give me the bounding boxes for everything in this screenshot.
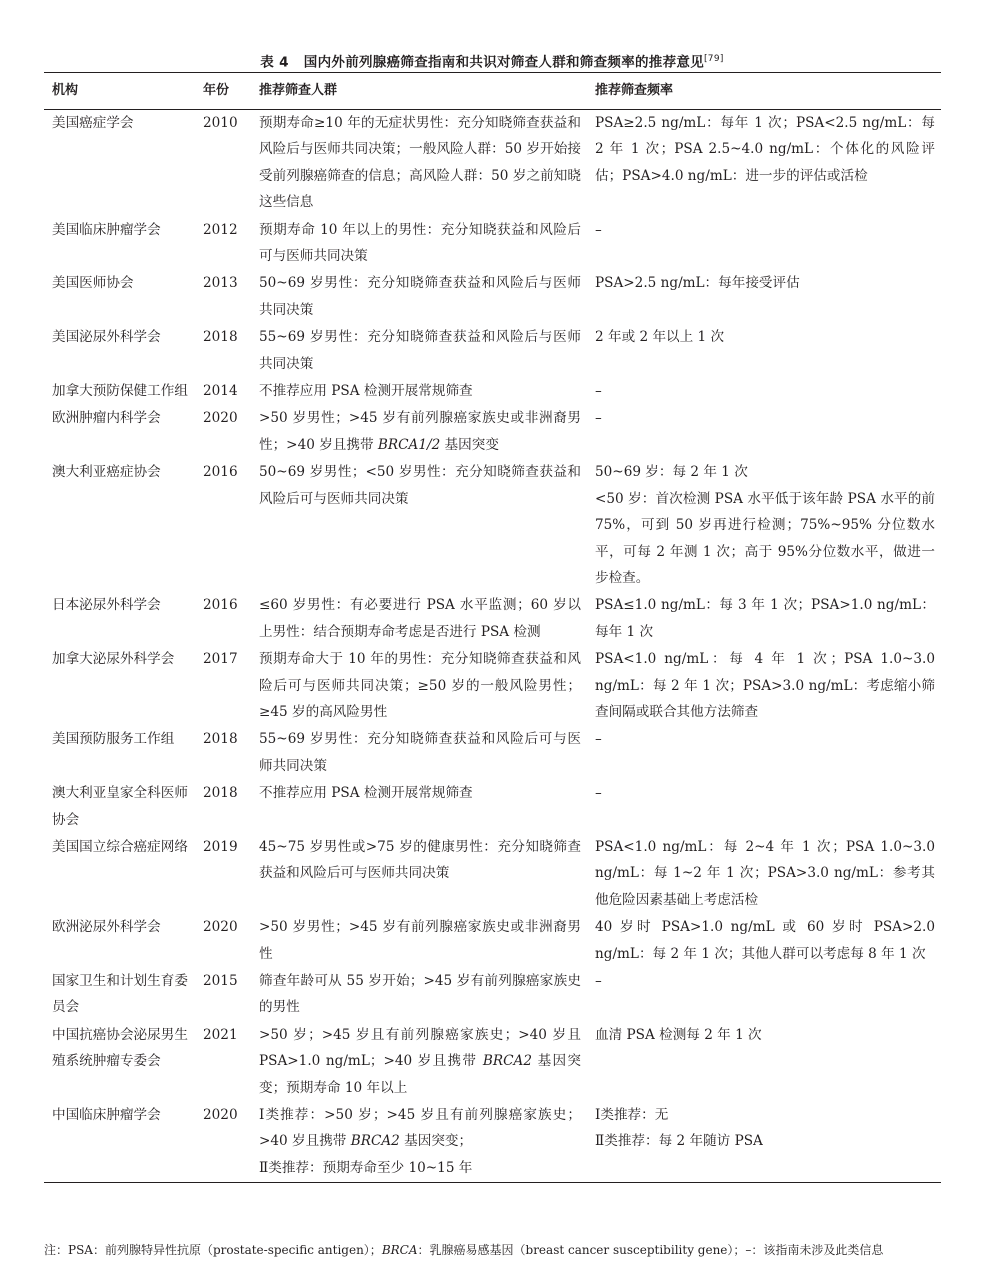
table-row [44,726,941,780]
population-cell: 不推荐应用 PSA 检测开展常规筛查 [259,785,473,802]
footnote-text: ：乳腺癌易感基因（breast cancer susceptibility gene）；–：该指南未涉及此类信息 [417,1243,884,1257]
population-text: 基因突变； [399,1133,473,1150]
population-cell [251,1102,587,1183]
year-cell: 2014 [203,383,238,400]
reference-marker: [79] [704,54,724,64]
org-cell: 加拿大预防保健工作组 [52,383,188,400]
org-cell: 美国国立综合癌症网络 [52,838,188,855]
year-cell: 2019 [203,838,238,855]
table-row [44,459,941,592]
year-cell: 2018 [203,785,238,802]
table-row [44,405,941,459]
population-text: 基因突变 [440,436,499,453]
frequency-cell [587,1102,941,1183]
org-cell: 欧洲肿瘤内科学会 [52,410,161,427]
population-text: Ⅰ类推荐：>50 岁；>45 岁且有前列腺癌家族史；>40 岁且携带 [259,1107,581,1150]
population-cell: >50 岁男性；>45 岁有前列腺癌家族史或非洲裔男性 [259,919,581,962]
frequency-cell: – [595,410,602,427]
population-cell [251,1022,587,1102]
year-cell: 2017 [203,651,238,668]
org-cell: 澳大利亚癌症协会 [52,464,161,481]
header-year: 年份 [203,82,230,98]
population-cell: 45~75 岁男性或>75 岁的健康男性：充分知晓筛查获益和风险后可与医师共同决策 [259,838,581,882]
table-row [44,592,941,646]
frequency-cell [587,459,941,592]
year-cell: 2020 [203,919,238,936]
frequency-cell: 血清 PSA 检测每 2 年 1 次 [595,1026,762,1043]
frequency-cell: – [595,731,602,748]
frequency-cell: PSA>2.5 ng/mL：每年接受评估 [595,275,800,292]
table-footnote [44,1240,941,1260]
header-population: 推荐筛查人群 [259,82,338,98]
population-line: Ⅱ类推荐：预期寿命至少 10~15 年 [259,1159,473,1176]
org-cell: 日本泌尿外科学会 [52,597,161,614]
population-cell: ≤60 岁男性：有必要进行 PSA 水平监测；60 岁以上男性：结合预期寿命考虑是否进行 PSA 检测 [259,597,581,640]
org-cell: 美国预防服务工作组 [52,731,175,748]
population-text: >50 岁；>45 岁且有前列腺癌家族史；>40 岁且 PSA>1.0 ng/mL；>40 岁且携带 [259,1026,581,1070]
org-cell: 加拿大泌尿外科学会 [52,651,175,668]
frequency-cell: – [595,221,602,238]
org-cell: 国家卫生和计划生育委员会 [52,973,188,1016]
table-caption [0,50,984,72]
population-cell: 55~69 岁男性：充分知晓筛查获益和风险后与医师共同决策 [259,329,581,372]
population-cell: 预期寿命 10 年以上的男性：充分知晓获益和风险后可与医师共同决策 [259,221,581,265]
footnote-abbr: BRCA [381,1243,418,1257]
population-line [259,1102,581,1155]
frequency-cell: PSA<1.0 ng/mL：每 2~4 年 1 次；PSA 1.0~3.0 ng/mL：每 1~2 年 1 次；PSA>3.0 ng/mL：参考其他危险因素基础上考虑活检 [595,838,935,908]
table-row [44,1102,941,1183]
table-row [44,324,941,378]
header-org: 机构 [52,82,79,98]
frequency-line: Ⅱ类推荐：每 2 年随访 PSA [595,1133,763,1150]
table-label: 表 4 [260,54,289,71]
table-row [44,378,941,405]
table-row [44,217,941,271]
year-cell: 2018 [203,731,238,748]
table-row [44,834,941,914]
frequency-cell: PSA<1.0 ng/mL：每 4 年 1 次；PSA 1.0~3.0 ng/mL：每 2 年 1 次；PSA>3.0 ng/mL：考虑缩小筛查间隔或联合其他方法筛查 [595,651,935,720]
frequency-cell: PSA≤1.0 ng/mL：每 3 年 1 次；PSA>1.0 ng/mL：每年 1 次 [595,597,935,640]
org-cell: 美国医师协会 [52,275,134,292]
footnote-text: 注：PSA：前列腺特异性抗原（prostate-specific antigen）； [44,1243,382,1257]
frequency-line: Ⅰ类推荐：无 [595,1107,669,1124]
population-cell: 筛查年龄可从 55 岁开始；>45 岁有前列腺癌家族史的男性 [259,973,581,1016]
org-cell: 中国抗癌协会泌尿男生殖系统肿瘤专委会 [52,1026,188,1070]
org-cell: 欧洲泌尿外科学会 [52,919,161,936]
table-row [44,914,941,968]
table-title: 国内外前列腺癌筛查指南和共识对筛查人群和筛查频率的推荐意见 [303,54,704,71]
year-cell: 2021 [203,1026,238,1043]
frequency-cell: 40 岁时 PSA>1.0 ng/mL 或 60 岁时 PSA>2.0 ng/mL：每 2 年 1 次；其他人群可以考虑每 8 年 1 次 [595,919,935,962]
population-text: 基因突变；预期寿命 10 年以上 [259,1053,581,1096]
org-cell: 中国临床肿瘤学会 [52,1107,161,1124]
gene-name: BRCA2 [350,1133,400,1150]
population-cell: 预期寿命≥10 年的无症状男性：充分知晓筛查获益和风险后与医师共同决策；一般风险人群：50 岁开始接受前列腺癌筛查的信息；高风险人群：50 岁之前知晓这些信息 [259,115,581,211]
year-cell: 2016 [203,597,238,614]
frequency-cell: – [595,785,602,802]
year-cell: 2018 [203,329,238,346]
frequency-cell: PSA≥2.5 ng/mL：每年 1 次；PSA<2.5 ng/mL：每 2 年 1 次；PSA 2.5~4.0 ng/mL：个体化的风险评估；PSA>4.0 ng/mL：进一步的评估或活检 [595,115,935,184]
header-frequency: 推荐筛查频率 [595,82,674,98]
table-row [44,270,941,324]
year-cell: 2020 [203,410,238,427]
guidelines-table [44,72,941,1183]
org-cell: 澳大利亚皇家全科医师协会 [52,785,188,828]
frequency-cell: – [595,383,602,400]
frequency-cell: 2 年或 2 年以上 1 次 [595,329,725,346]
org-cell: 美国癌症学会 [52,115,134,131]
org-cell: 美国临床肿瘤学会 [52,221,161,238]
year-cell: 2020 [203,1107,238,1124]
year-cell: 2012 [203,221,238,238]
frequency-line: <50 岁：首次检测 PSA 水平低于该年龄 PSA 水平的前 75%，可到 50 岁再进行检测；75%~95% 分位数水平，可每 2 年测 1 次；高于 95%分位数水平，做进一步检查。 [595,490,935,586]
year-cell: 2010 [203,115,238,131]
gene-name: BRCA2 [482,1053,533,1070]
year-cell: 2015 [203,973,238,989]
header-row [44,73,941,110]
population-text: >50 岁男性；>45 岁有前列腺癌家族史或非洲裔男性；>40 岁且携带 [259,410,581,453]
table-row [44,780,941,834]
population-cell: 50~69 岁男性：充分知晓筛查获益和风险后与医师共同决策 [259,275,581,318]
frequency-cell: – [595,973,602,989]
population-cell [251,405,587,459]
frequency-line: 50~69 岁：每 2 年 1 次 [595,464,748,481]
table-row [44,1022,941,1102]
population-cell: 50~69 岁男性；<50 岁男性：充分知晓筛查获益和风险后可与医师共同决策 [259,464,581,507]
year-cell: 2016 [203,464,238,481]
population-cell: 55~69 岁男性：充分知晓筛查获益和风险后可与医师共同决策 [259,731,581,774]
table-row [44,968,941,1022]
population-cell: 预期寿命大于 10 年的男性：充分知晓筛查获益和风险后可与医师共同决策；≥50 岁的一般风险男性；≥45 岁的高风险男性 [259,651,581,720]
table-row [44,646,941,726]
table-row [44,110,941,217]
gene-name: BRCA1/2 [377,436,441,453]
org-cell: 美国泌尿外科学会 [52,329,161,346]
population-cell: 不推荐应用 PSA 检测开展常规筛查 [259,383,473,400]
year-cell: 2013 [203,275,238,292]
